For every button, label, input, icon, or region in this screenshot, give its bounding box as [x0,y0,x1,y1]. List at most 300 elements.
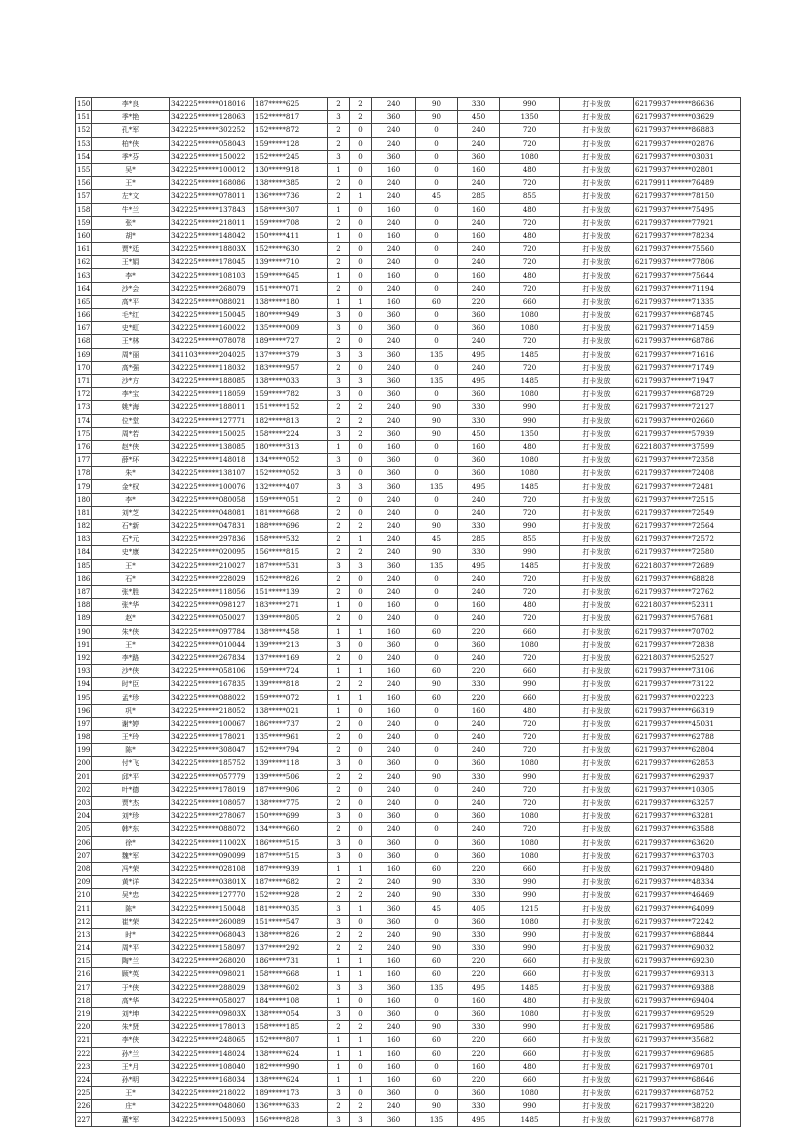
id-number-cell: 342225******210027 [170,559,254,572]
amount-b-cell: 0 [416,638,458,651]
count-a-cell: 1 [328,295,350,308]
count-b-cell: 2 [350,520,372,533]
monthly-total-cell: 330 [458,889,500,902]
count-b-cell: 0 [350,585,372,598]
id-number-cell: 342225******088072 [170,823,254,836]
bank-account-cell: 62179911******76489 [634,177,741,190]
table-row [76,717,741,730]
count-b-cell: 0 [350,638,372,651]
name-cell: 庄* [92,1100,170,1113]
name-cell: 王*林 [92,335,170,348]
id-number-cell: 342225******248065 [170,1034,254,1047]
table-row [76,942,741,955]
table-row [76,585,741,598]
amount-b-cell: 135 [416,374,458,387]
phone-cell: 138*****054 [254,1007,328,1020]
row-number-cell: 214 [76,942,92,955]
total-cell: 720 [500,783,560,796]
row-number-cell: 165 [76,295,92,308]
count-a-cell: 2 [328,942,350,955]
monthly-total-cell: 330 [458,414,500,427]
count-a-cell: 1 [328,625,350,638]
bank-account-cell: 62179937******72838 [634,638,741,651]
count-b-cell: 0 [350,322,372,335]
table-row [76,190,741,203]
table-row [76,559,741,572]
id-number-cell: 342225******100012 [170,163,254,176]
total-cell: 660 [500,1034,560,1047]
count-b-cell: 0 [350,440,372,453]
count-b-cell: 0 [350,256,372,269]
monthly-total-cell: 330 [458,770,500,783]
amount-a-cell: 240 [372,282,416,295]
count-b-cell: 3 [350,981,372,994]
id-number-cell: 342225******137843 [170,203,254,216]
payment-method-cell: 打卡发放 [560,625,634,638]
table-row [76,981,741,994]
row-number-cell: 203 [76,796,92,809]
amount-a-cell: 240 [372,335,416,348]
count-b-cell: 0 [350,744,372,757]
id-number-cell: 342225******168086 [170,177,254,190]
bank-account-cell: 62179937******69685 [634,1047,741,1060]
monthly-total-cell: 360 [458,915,500,928]
table-row [76,849,741,862]
amount-b-cell: 90 [416,111,458,124]
total-cell: 720 [500,361,560,374]
row-number-cell: 213 [76,928,92,941]
bank-account-cell: 62179937******62804 [634,744,741,757]
amount-a-cell: 160 [372,994,416,1007]
id-number-cell: 342225******068043 [170,928,254,941]
count-b-cell: 0 [350,836,372,849]
count-b-cell: 0 [350,177,372,190]
count-b-cell: 0 [350,150,372,163]
payment-method-cell: 打卡发放 [560,414,634,427]
amount-a-cell: 360 [372,322,416,335]
total-cell: 1485 [500,480,560,493]
row-number-cell: 158 [76,203,92,216]
count-a-cell: 2 [328,744,350,757]
count-b-cell: 0 [350,1060,372,1073]
bank-account-cell: 62179937******75560 [634,243,741,256]
id-number-cell: 342225******010044 [170,638,254,651]
amount-b-cell: 0 [416,124,458,137]
monthly-total-cell: 240 [458,744,500,757]
name-cell: 孙*明 [92,1073,170,1086]
total-cell: 480 [500,1060,560,1073]
amount-a-cell: 240 [372,243,416,256]
name-cell: 董*军 [92,1113,170,1126]
amount-b-cell: 90 [416,876,458,889]
row-number-cell: 210 [76,889,92,902]
id-number-cell: 342225******020095 [170,546,254,559]
name-cell: 高*强 [92,361,170,374]
id-number-cell: 342225******218022 [170,1087,254,1100]
bank-account-cell: 62179937******75495 [634,203,741,216]
count-a-cell: 3 [328,454,350,467]
name-cell: 刘*坤 [92,1007,170,1020]
payment-method-cell: 打卡发放 [560,269,634,282]
monthly-total-cell: 160 [458,269,500,282]
amount-a-cell: 240 [372,520,416,533]
amount-a-cell: 240 [372,612,416,625]
payment-method-cell: 打卡发放 [560,770,634,783]
table-row [76,915,741,928]
id-number-cell: 342225******098127 [170,599,254,612]
bank-account-cell: 62179937******86883 [634,124,741,137]
monthly-total-cell: 240 [458,651,500,664]
count-b-cell: 2 [350,876,372,889]
monthly-total-cell: 240 [458,506,500,519]
payment-method-cell: 打卡发放 [560,361,634,374]
row-number-cell: 168 [76,335,92,348]
id-number-cell: 342225******18803X [170,243,254,256]
amount-b-cell: 0 [416,467,458,480]
row-number-cell: 180 [76,493,92,506]
payment-method-cell: 打卡发放 [560,322,634,335]
row-number-cell: 206 [76,836,92,849]
amount-b-cell: 135 [416,981,458,994]
name-cell: 胡* [92,229,170,242]
row-number-cell: 197 [76,717,92,730]
table-row [76,493,741,506]
amount-b-cell: 135 [416,559,458,572]
amount-b-cell: 90 [416,678,458,691]
payment-method-cell: 打卡发放 [560,1100,634,1113]
row-number-cell: 176 [76,440,92,453]
count-a-cell: 3 [328,902,350,915]
id-number-cell: 342225******150025 [170,427,254,440]
monthly-total-cell: 160 [458,599,500,612]
amount-a-cell: 360 [372,374,416,387]
bank-account-cell: 62179937******10305 [634,783,741,796]
monthly-total-cell: 240 [458,585,500,598]
phone-cell: 138*****775 [254,796,328,809]
payment-method-cell: 打卡发放 [560,520,634,533]
row-number-cell: 200 [76,757,92,770]
id-number-cell: 342225******11002X [170,836,254,849]
payment-method-cell: 打卡发放 [560,876,634,889]
amount-b-cell: 0 [416,506,458,519]
table-row [76,335,741,348]
payment-method-cell: 打卡发放 [560,216,634,229]
amount-b-cell: 0 [416,744,458,757]
payment-method-cell: 打卡发放 [560,994,634,1007]
phone-cell: 137*****169 [254,651,328,664]
count-a-cell: 3 [328,836,350,849]
total-cell: 720 [500,177,560,190]
total-cell: 1080 [500,849,560,862]
count-b-cell: 0 [350,651,372,664]
bank-account-cell: 62179937******78150 [634,190,741,203]
phone-cell: 186*****515 [254,836,328,849]
amount-b-cell: 60 [416,1073,458,1086]
total-cell: 1080 [500,638,560,651]
name-cell: 季*芬 [92,150,170,163]
count-b-cell: 3 [350,374,372,387]
row-number-cell: 156 [76,177,92,190]
count-b-cell: 0 [350,1087,372,1100]
row-number-cell: 175 [76,427,92,440]
name-cell: 时* [92,928,170,941]
row-number-cell: 216 [76,968,92,981]
table-row [76,796,741,809]
name-cell: 牛*兰 [92,203,170,216]
name-cell: 王*月 [92,1060,170,1073]
amount-a-cell: 360 [372,309,416,322]
phone-cell: 139*****506 [254,770,328,783]
count-a-cell: 3 [328,1087,350,1100]
phone-cell: 134*****660 [254,823,328,836]
total-cell: 1080 [500,836,560,849]
phone-cell: 158*****668 [254,968,328,981]
count-b-cell: 0 [350,309,372,322]
name-cell: 位*堂 [92,414,170,427]
row-number-cell: 184 [76,546,92,559]
monthly-total-cell: 330 [458,1021,500,1034]
count-a-cell: 2 [328,546,350,559]
bank-account-cell: 62179937******45031 [634,717,741,730]
count-a-cell: 2 [328,612,350,625]
total-cell: 720 [500,216,560,229]
monthly-total-cell: 240 [458,572,500,585]
monthly-total-cell: 360 [458,467,500,480]
amount-b-cell: 0 [416,783,458,796]
id-number-cell: 342225******268020 [170,955,254,968]
payment-method-cell: 打卡发放 [560,229,634,242]
payment-method-cell: 打卡发放 [560,190,634,203]
id-number-cell: 342225******100067 [170,717,254,730]
name-cell: 沙*会 [92,282,170,295]
name-cell: 孟*珍 [92,691,170,704]
count-a-cell: 2 [328,796,350,809]
count-b-cell: 1 [350,665,372,678]
amount-b-cell: 0 [416,150,458,163]
monthly-total-cell: 450 [458,111,500,124]
table-row [76,1060,741,1073]
payment-method-cell: 打卡发放 [560,203,634,216]
phone-cell: 187*****515 [254,849,328,862]
row-number-cell: 212 [76,915,92,928]
bank-account-cell: 62179937******72515 [634,493,741,506]
table-row [76,1021,741,1034]
name-cell: 石*元 [92,533,170,546]
id-number-cell: 342225******03801X [170,876,254,889]
count-b-cell: 0 [350,704,372,717]
payment-method-cell: 打卡发放 [560,335,634,348]
amount-a-cell: 240 [372,823,416,836]
amount-a-cell: 240 [372,796,416,809]
payment-method-cell: 打卡发放 [560,612,634,625]
row-number-cell: 179 [76,480,92,493]
phone-cell: 181*****035 [254,902,328,915]
amount-a-cell: 360 [372,348,416,361]
count-b-cell: 2 [350,889,372,902]
id-number-cell: 342225******048081 [170,506,254,519]
count-a-cell: 2 [328,783,350,796]
amount-a-cell: 160 [372,955,416,968]
amount-b-cell: 90 [416,928,458,941]
count-b-cell: 0 [350,229,372,242]
payment-method-cell: 打卡发放 [560,1113,634,1126]
total-cell: 660 [500,1073,560,1086]
table-row [76,467,741,480]
phone-cell: 159*****708 [254,216,328,229]
table-row [76,612,741,625]
monthly-total-cell: 240 [458,612,500,625]
count-a-cell: 2 [328,98,350,111]
phone-cell: 139*****805 [254,612,328,625]
count-a-cell: 1 [328,163,350,176]
table-row [76,1113,741,1126]
payment-method-cell: 打卡发放 [560,1073,634,1086]
id-number-cell: 342225******097784 [170,625,254,638]
row-number-cell: 225 [76,1087,92,1100]
id-number-cell: 342225******018016 [170,98,254,111]
id-number-cell: 342225******278067 [170,810,254,823]
count-b-cell: 3 [350,559,372,572]
amount-b-cell: 0 [416,796,458,809]
bank-account-cell: 62179937******63588 [634,823,741,836]
total-cell: 660 [500,665,560,678]
id-number-cell: 342225******302252 [170,124,254,137]
count-b-cell: 1 [350,295,372,308]
amount-a-cell: 160 [372,968,416,981]
count-b-cell: 1 [350,691,372,704]
amount-b-cell: 60 [416,1047,458,1060]
name-cell: 史*康 [92,546,170,559]
table-row [76,454,741,467]
row-number-cell: 178 [76,467,92,480]
name-cell: 李*路 [92,651,170,664]
phone-cell: 152*****928 [254,889,328,902]
row-number-cell: 171 [76,374,92,387]
phone-cell: 181*****668 [254,506,328,519]
count-a-cell: 1 [328,269,350,282]
payment-method-cell: 打卡发放 [560,1060,634,1073]
name-cell: 朱* [92,467,170,480]
count-a-cell: 2 [328,533,350,546]
row-number-cell: 209 [76,876,92,889]
amount-b-cell: 60 [416,968,458,981]
payment-method-cell: 打卡发放 [560,295,634,308]
id-number-cell: 342225******108057 [170,796,254,809]
name-cell: 王* [92,559,170,572]
amount-b-cell: 0 [416,269,458,282]
name-cell: 时*臣 [92,678,170,691]
total-cell: 720 [500,124,560,137]
row-number-cell: 207 [76,849,92,862]
amount-b-cell: 0 [416,994,458,1007]
phone-cell: 180*****949 [254,309,328,322]
total-cell: 720 [500,243,560,256]
count-b-cell: 0 [350,572,372,585]
monthly-total-cell: 240 [458,493,500,506]
id-number-cell: 342225******178045 [170,256,254,269]
monthly-total-cell: 240 [458,124,500,137]
phone-cell: 180*****313 [254,440,328,453]
table-row [76,295,741,308]
payment-method-cell: 打卡发放 [560,1034,634,1047]
amount-a-cell: 360 [372,849,416,862]
payment-method-cell: 打卡发放 [560,427,634,440]
name-cell: 朱*侠 [92,625,170,638]
name-cell: 王*娟 [92,256,170,269]
count-b-cell: 0 [350,163,372,176]
amount-b-cell: 0 [416,322,458,335]
payment-method-cell: 打卡发放 [560,717,634,730]
phone-cell: 138*****602 [254,981,328,994]
count-a-cell: 2 [328,243,350,256]
name-cell: 高*平 [92,295,170,308]
row-number-cell: 188 [76,599,92,612]
count-a-cell: 2 [328,651,350,664]
subsidy-table [75,97,741,1127]
name-cell: 付*飞 [92,757,170,770]
monthly-total-cell: 360 [458,849,500,862]
row-number-cell: 159 [76,216,92,229]
monthly-total-cell: 220 [458,862,500,875]
monthly-total-cell: 330 [458,401,500,414]
row-number-cell: 221 [76,1034,92,1047]
total-cell: 990 [500,928,560,941]
phone-cell: 182*****990 [254,1060,328,1073]
total-cell: 1080 [500,388,560,401]
phone-cell: 159*****645 [254,269,328,282]
id-number-cell: 342225******080058 [170,493,254,506]
table-row [76,533,741,546]
phone-cell: 138*****180 [254,295,328,308]
amount-b-cell: 90 [416,770,458,783]
count-a-cell: 2 [328,876,350,889]
amount-a-cell: 240 [372,190,416,203]
bank-account-cell: 62179937******62788 [634,731,741,744]
total-cell: 480 [500,994,560,1007]
table-row [76,256,741,269]
amount-a-cell: 240 [372,506,416,519]
monthly-total-cell: 220 [458,1073,500,1086]
bank-account-cell: 62179937******71194 [634,282,741,295]
monthly-total-cell: 330 [458,942,500,955]
row-number-cell: 205 [76,823,92,836]
table-row [76,1007,741,1020]
table-row [76,216,741,229]
bank-account-cell: 62179937******64099 [634,902,741,915]
total-cell: 1080 [500,309,560,322]
monthly-total-cell: 160 [458,163,500,176]
payment-method-cell: 打卡发放 [560,981,634,994]
amount-a-cell: 240 [372,651,416,664]
phone-cell: 187*****682 [254,876,328,889]
count-b-cell: 0 [350,388,372,401]
amount-a-cell: 240 [372,401,416,414]
bank-account-cell: 62179937******68752 [634,1087,741,1100]
name-cell: 叶*德 [92,783,170,796]
amount-a-cell: 360 [372,638,416,651]
count-a-cell: 2 [328,572,350,585]
payment-method-cell: 打卡发放 [560,783,634,796]
bank-account-cell: 62179937******35682 [634,1034,741,1047]
table-row [76,401,741,414]
phone-cell: 158*****532 [254,533,328,546]
row-number-cell: 227 [76,1113,92,1126]
row-number-cell: 192 [76,651,92,664]
row-number-cell: 196 [76,704,92,717]
payment-method-cell: 打卡发放 [560,454,634,467]
table-row [76,203,741,216]
monthly-total-cell: 160 [458,1060,500,1073]
